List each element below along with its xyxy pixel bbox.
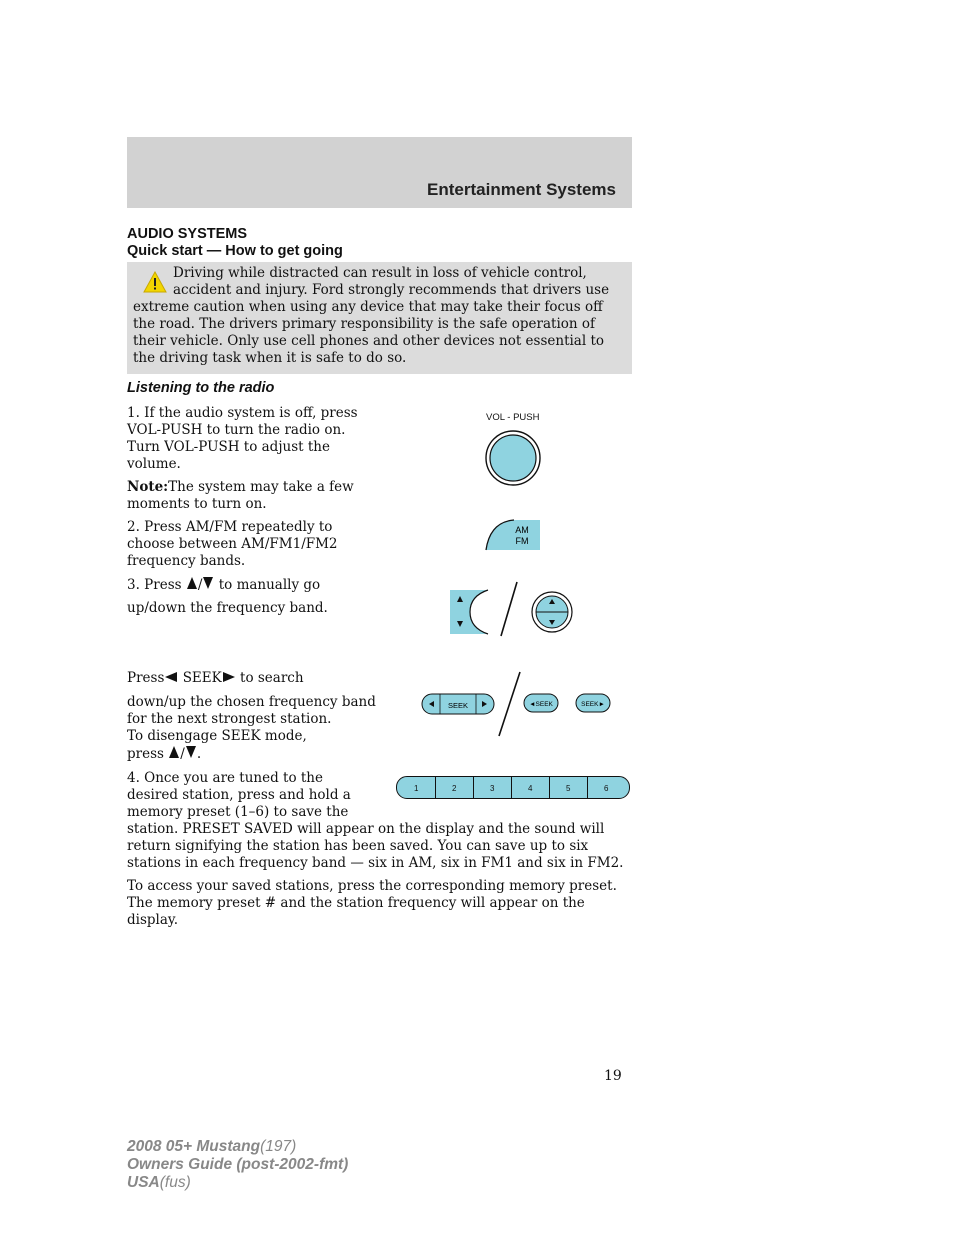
body-text	[127, 670, 304, 687]
seek-up-label: SEEK►	[581, 701, 605, 708]
text-fragment: /	[197, 577, 203, 593]
body-text: VOL-PUSH to turn the radio on.	[127, 422, 346, 438]
warning-line: accident and injury. Ford strongly recommends that drivers use	[173, 282, 610, 298]
up-arrow-icon	[168, 745, 180, 759]
body-text: 2. Press AM/FM repeatedly to	[127, 519, 333, 535]
body-text: 4. Once you are tuned to the	[127, 770, 323, 786]
text-fragment: /	[180, 746, 185, 762]
preset-divider	[473, 777, 474, 798]
text-fragment: .	[196, 746, 202, 762]
am-fm-button	[484, 518, 542, 552]
text-fragment: 3. Press	[127, 577, 182, 593]
preset-divider	[549, 777, 550, 798]
warning-line: their vehicle. Only use cell phones and other devices not essential to	[133, 333, 605, 349]
chapter-title: Entertainment Systems	[427, 180, 616, 199]
body-text: Turn VOL-PUSH to adjust the	[127, 439, 330, 455]
note-body: The system may take a few	[168, 479, 354, 495]
preset-button-2: 2	[452, 784, 457, 793]
body-text: up/down the frequency band.	[127, 600, 328, 616]
body-text: return signifying the station has been saved. You can save up to six	[127, 838, 589, 854]
seek-down-label: ◄SEEK	[529, 701, 553, 708]
page-number: 19	[604, 1068, 622, 1084]
note-text: moments to turn on.	[127, 496, 267, 512]
body-text: for the next strongest station.	[127, 711, 332, 727]
body-text: volume.	[127, 456, 181, 472]
text-fragment: to search	[240, 670, 304, 686]
note-label: Note:	[127, 479, 169, 495]
body-text: frequency bands.	[127, 553, 246, 569]
preset-divider	[587, 777, 588, 798]
body-text	[127, 576, 320, 594]
footer-text: 2008 05+ Mustang	[127, 1138, 261, 1155]
warning-line: Driving while distracted can result in loss of vehicle control,	[173, 265, 587, 281]
preset-bar	[396, 776, 630, 799]
footer-line: Owners Guide (post-2002-fmt)	[127, 1156, 349, 1173]
left-arrow-icon	[164, 671, 178, 683]
warning-line: the road. The drivers primary responsibility is the safe operation of	[133, 316, 596, 332]
preset-divider	[511, 777, 512, 798]
seek-buttons-figure	[420, 668, 620, 740]
footer-text: (197)	[260, 1138, 297, 1155]
warning-line: extreme caution when using any device that may take their focus off	[133, 299, 603, 315]
vol-push-label: VOL - PUSH	[486, 412, 540, 423]
body-text: To access your saved stations, press the corresponding memory preset.	[127, 878, 617, 894]
up-arrow-icon	[186, 576, 198, 590]
preset-button-5: 5	[566, 784, 571, 793]
header-band	[127, 137, 632, 208]
warning-box	[127, 262, 632, 374]
body-text: station. PRESET SAVED will appear on the display and the sound will	[127, 821, 605, 837]
body-text: down/up the chosen frequency band	[127, 694, 376, 710]
body-text: display.	[127, 912, 179, 928]
down-arrow-icon	[202, 576, 214, 590]
fm-label: FM	[515, 536, 529, 546]
section-title: AUDIO SYSTEMS	[127, 226, 248, 242]
body-text: memory preset (1–6) to save the	[127, 804, 349, 820]
body-text: To disengage SEEK mode,	[127, 728, 307, 744]
text-fragment: press	[127, 746, 164, 762]
preset-button-1: 1	[414, 784, 419, 793]
body-text: 1. If the audio system is off, press	[127, 405, 358, 421]
subsection-heading: Listening to the radio	[127, 380, 275, 396]
body-text: choose between AM/FM1/FM2	[127, 536, 338, 552]
preset-button-4: 4	[528, 784, 533, 793]
text-fragment: Press	[127, 670, 165, 686]
body-text: stations in each frequency band — six in AM, six in FM1 and six in FM2.	[127, 855, 624, 871]
seek-label: SEEK	[447, 701, 469, 710]
preset-button-6: 6	[604, 784, 609, 793]
footer-text: USA	[127, 1174, 160, 1191]
footer-line	[127, 1138, 296, 1156]
note-text	[127, 479, 354, 496]
text-fragment: SEEK	[182, 670, 222, 686]
preset-button-3: 3	[490, 784, 495, 793]
body-text: desired station, press and hold a	[127, 787, 351, 803]
preset-divider	[435, 777, 436, 798]
body-text	[127, 745, 201, 763]
warning-line: the driving task when it is safe to do so.	[133, 350, 407, 366]
down-arrow-icon	[185, 745, 197, 759]
footer-line	[127, 1174, 191, 1192]
vol-push-knob	[483, 428, 543, 488]
warning-triangle-icon	[143, 271, 167, 293]
tune-buttons-figure	[440, 578, 580, 638]
text-fragment: to manually go	[218, 577, 321, 593]
am-label: AM	[515, 525, 529, 535]
right-arrow-icon	[222, 671, 236, 683]
section-subtitle: Quick start — How to get going	[127, 243, 343, 259]
body-text: The memory preset # and the station frequency will appear on the	[127, 895, 585, 911]
footer-text: (fus)	[159, 1174, 191, 1191]
